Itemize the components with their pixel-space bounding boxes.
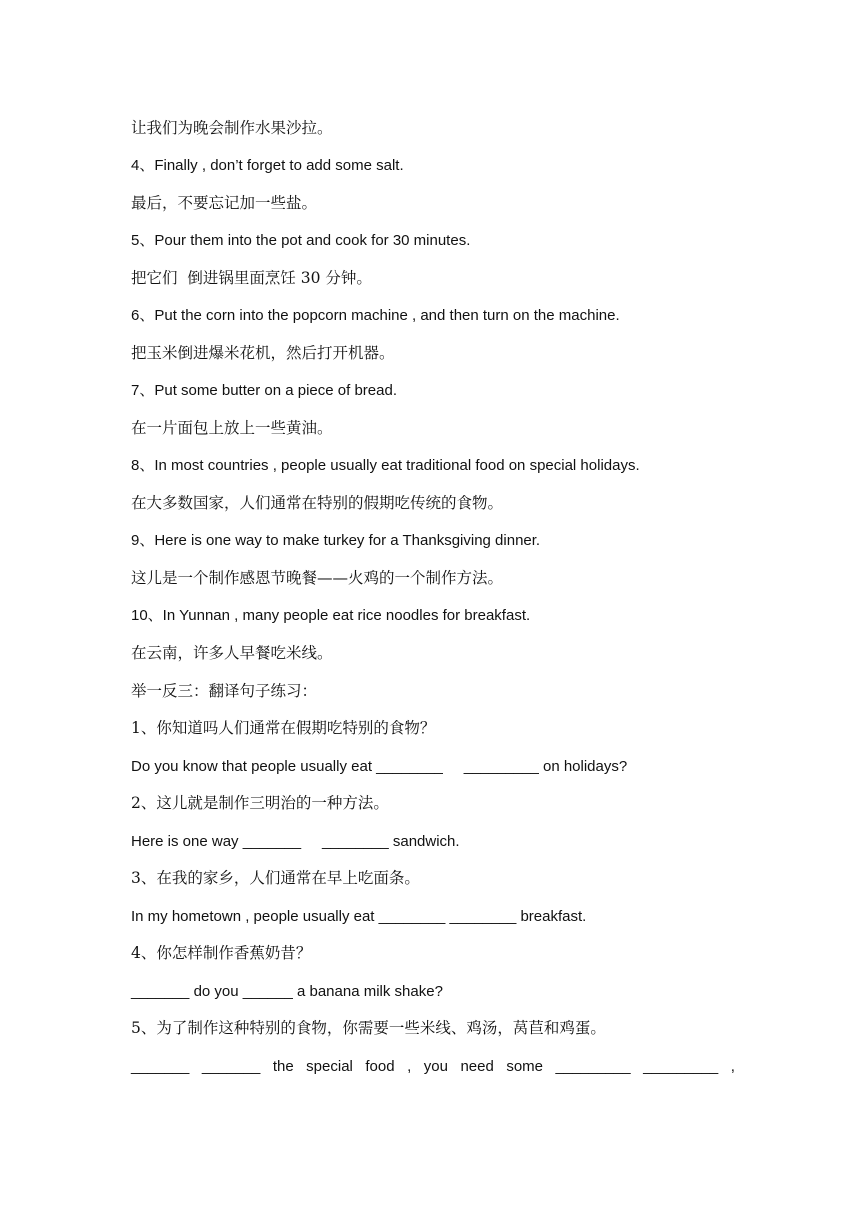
- text-line: 10、In Yunnan , many people eat rice noodles for breakfast.: [131, 607, 531, 624]
- text-line: 在大多数国家，人们通常在特别的假期吃传统的食物。: [131, 494, 504, 512]
- word: some: [506, 1058, 543, 1075]
- word: _________: [555, 1058, 631, 1075]
- exercise-prompt: 5、为了制作这种特别的食物，你需要一些米线、鸡汤，莴苣和鸡蛋。: [131, 1019, 606, 1037]
- section-heading: 举一反三：翻译句子练习：: [131, 682, 318, 700]
- exercise-sentence-justified: [131, 1057, 735, 1077]
- text-line: 让我们为晚会制作水果沙拉。: [131, 119, 333, 137]
- text-line: 6、Put the corn into the popcorn machine , and then turn on the machine.: [131, 307, 620, 324]
- word: special: [306, 1058, 353, 1075]
- word: need: [460, 1058, 494, 1075]
- word: _______: [201, 1058, 261, 1075]
- exercise-prompt: 2、这儿就是制作三明治的一种方法。: [131, 794, 389, 812]
- word: _________: [643, 1058, 719, 1075]
- text-line: 把它们 倒进锅里面烹饪 30 分钟。: [131, 269, 372, 287]
- word: ,: [730, 1058, 735, 1075]
- word: _______: [131, 1058, 190, 1075]
- text-line: 在一片面包上放上一些黄油。: [131, 419, 333, 437]
- text-line: 最后，不要忘记加一些盐。: [131, 194, 318, 212]
- word: ,: [407, 1058, 412, 1075]
- text-line: 9、Here is one way to make turkey for a Thanksgiving dinner.: [131, 532, 541, 549]
- text-line: 这儿是一个制作感恩节晚餐——火鸡的一个制作方法。: [131, 569, 504, 587]
- exercise-sentence: _______ do you ______ a banana milk shake?: [131, 983, 443, 1000]
- exercise-prompt: 1、你知道吗人们通常在假期吃特别的食物？: [131, 719, 436, 737]
- exercise-prompt: 3、在我的家乡，人们通常在早上吃面条。: [131, 869, 420, 887]
- text-line: 5、Pour them into the pot and cook for 30 minutes.: [131, 232, 471, 249]
- text-line: 4、Finally , don’t forget to add some salt.: [131, 157, 404, 174]
- text-line: 8、In most countries , people usually eat traditional food on special holidays.: [131, 457, 640, 474]
- exercise-prompt: 4、你怎样制作香蕉奶昔？: [131, 944, 312, 962]
- text-line: 在云南，许多人早餐吃米线。: [131, 644, 333, 662]
- word: food: [365, 1058, 395, 1075]
- exercise-sentence: In my hometown , people usually eat ________ ________ breakfast.: [131, 908, 587, 925]
- text-line: 把玉米倒进爆米花机，然后打开机器。: [131, 344, 395, 362]
- exercise-sentence: Do you know that people usually eat ________ _________ on holidays?: [131, 758, 628, 775]
- word: the: [272, 1058, 294, 1075]
- word: you: [423, 1058, 448, 1075]
- text-line: 7、Put some butter on a piece of bread.: [131, 382, 397, 399]
- exercise-sentence: Here is one way _______ ________ sandwich.: [131, 833, 460, 850]
